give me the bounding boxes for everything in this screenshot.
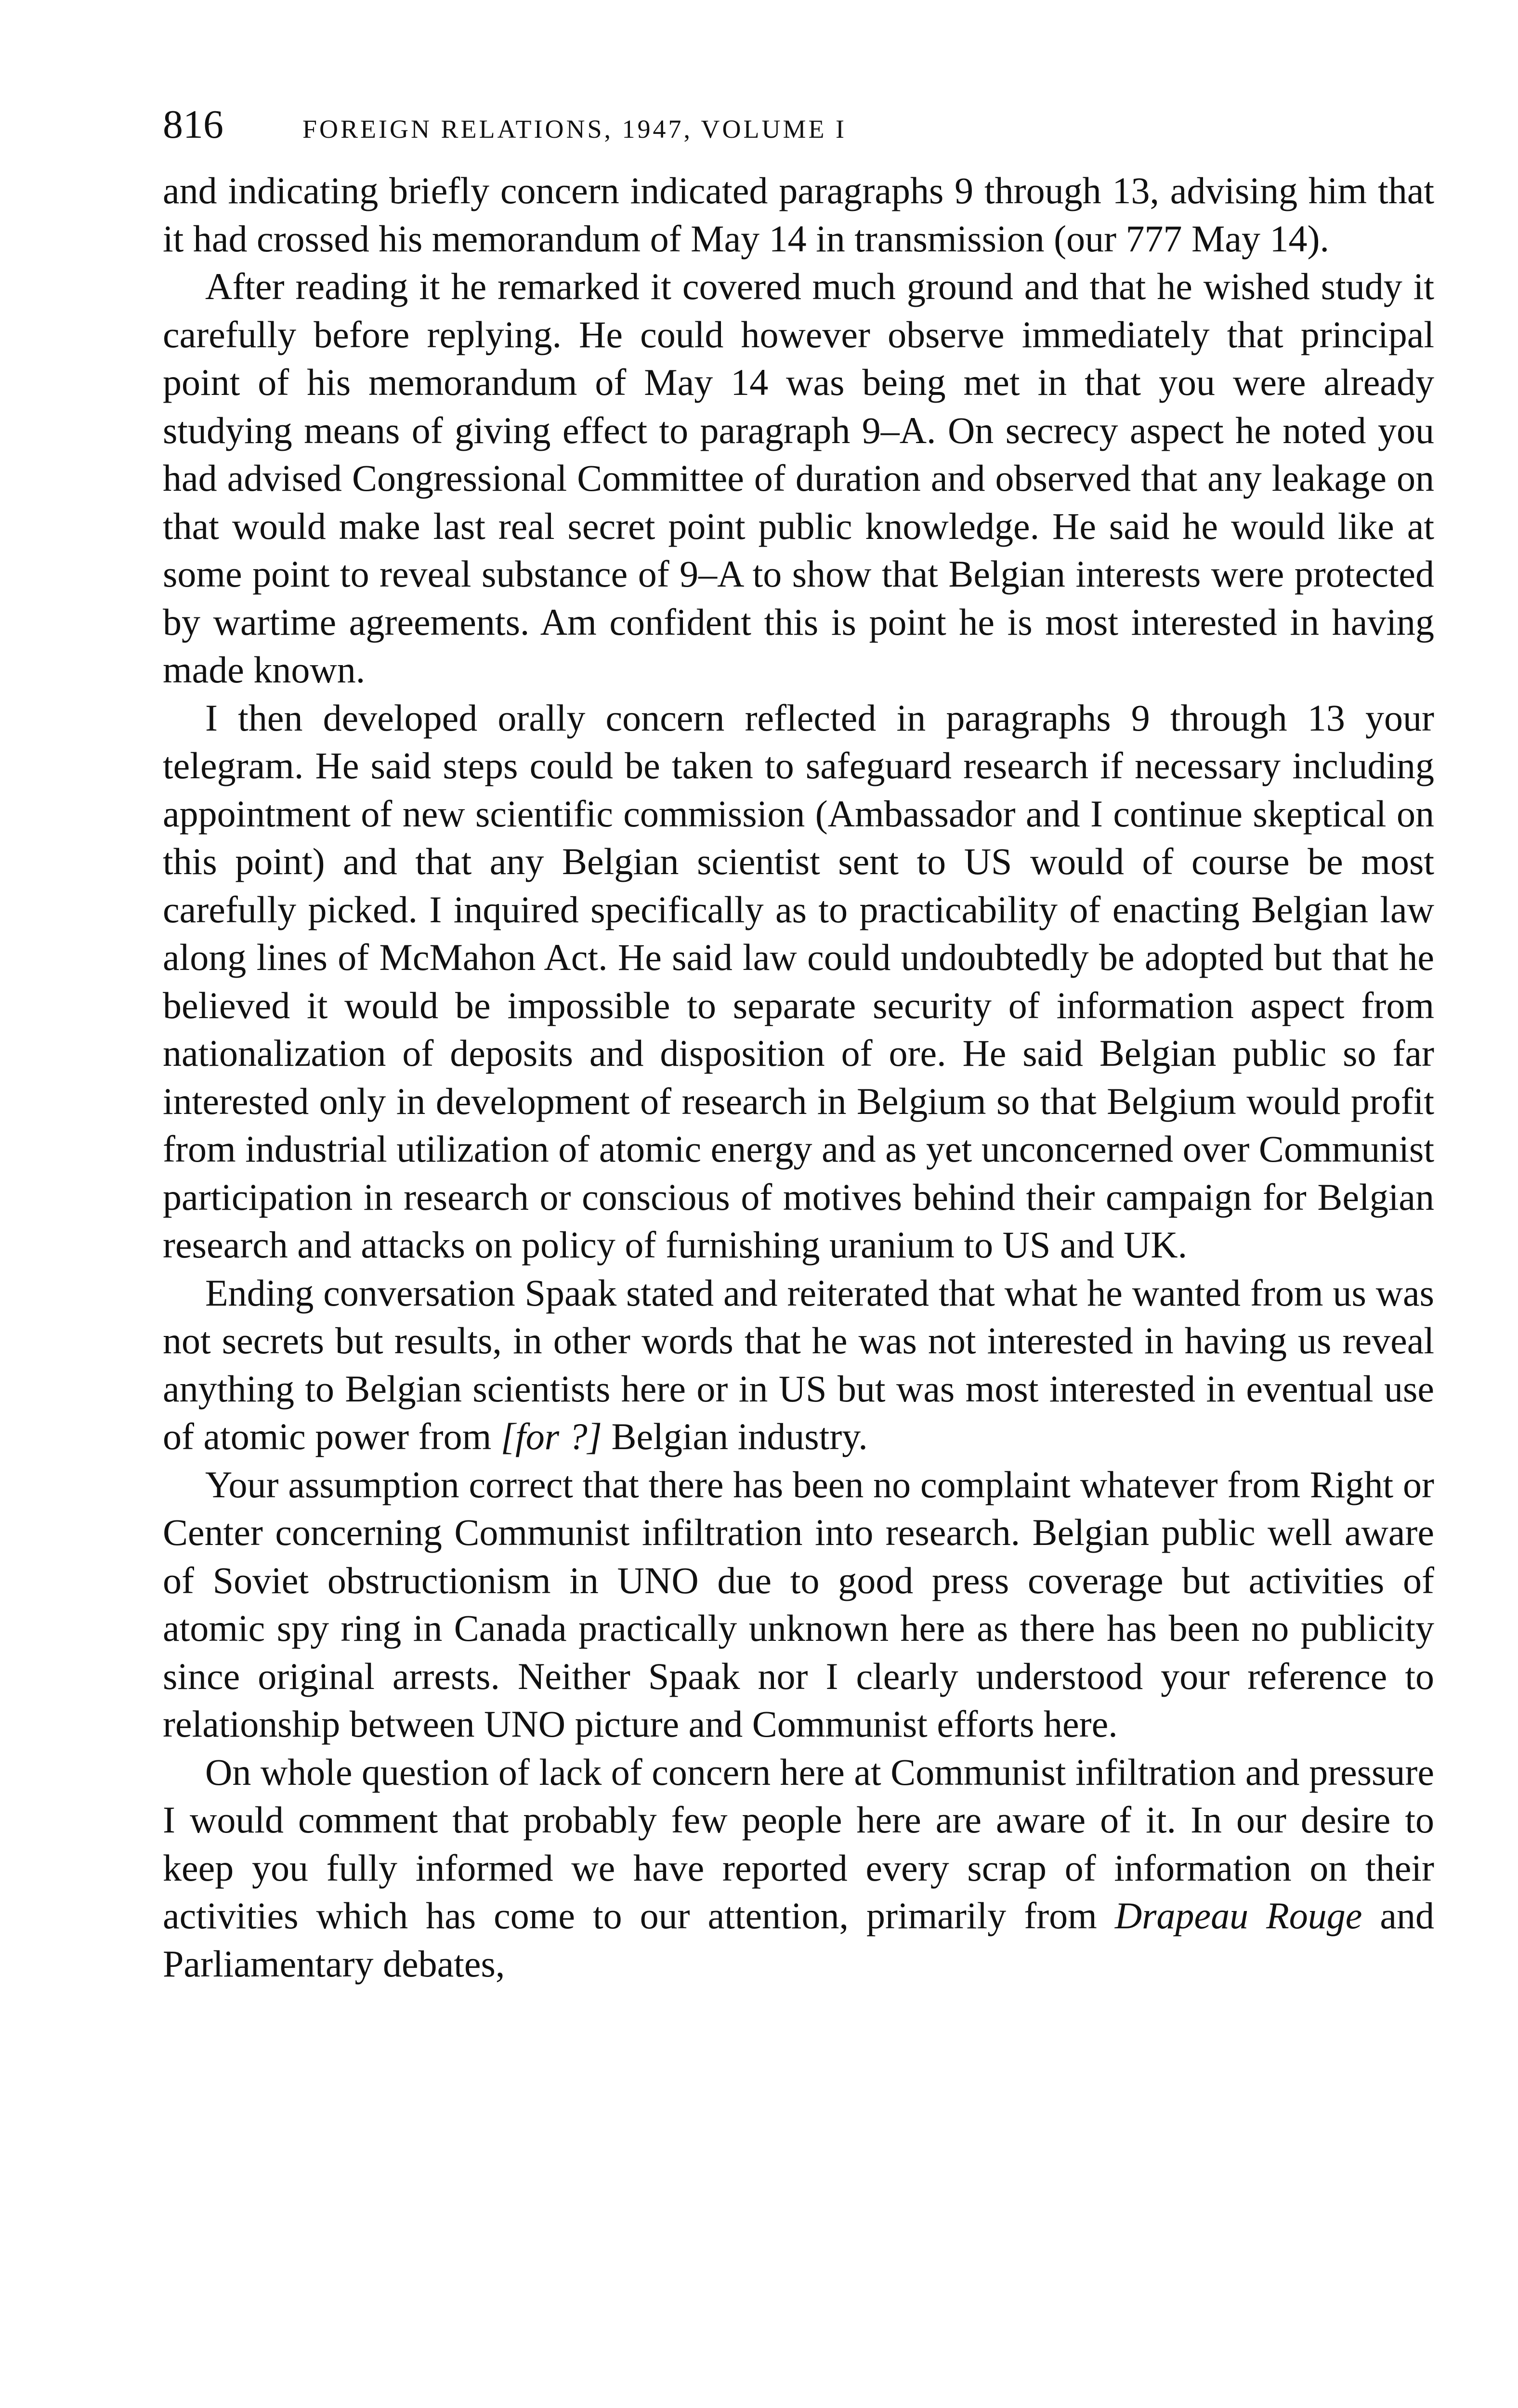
editorial-insertion: [for ?] <box>500 1415 602 1457</box>
paragraph-6-text: On whole question of lack of concern here at Communist infiltration and pressure I would comment that probably few people here are aware of it. In our desire to keep you fully informed we have reported every scrap of information on their activities which has come to our attention, primarily from <box>163 1751 1434 1937</box>
page-header <box>163 101 1434 159</box>
document-page <box>163 101 1434 1988</box>
page-number: 816 <box>163 102 223 147</box>
running-head: FOREIGN RELATIONS, 1947, VOLUME I <box>302 115 847 144</box>
paragraph-4 <box>163 1269 1434 1461</box>
paragraph-2: After reading it he remarked it covered much ground and that he wished study it carefully before replying. He could however observe immediately that principal point of his memorandum of May 14 was being met in that you were already studying means of giving effect to paragraph 9–A. On secrecy aspect he noted you had advised Congressional Committee of duration and observed that any leakage on that would make last real secret point public knowledge. He said he would like at some point to reveal substance of 9–A to show that Belgian interests were protected by wartime agreements. Am confident this is point he is most interested in having made known. <box>163 265 1434 691</box>
paragraph-6 <box>163 1748 1434 1988</box>
publication-title: Drapeau Rouge <box>1114 1895 1362 1937</box>
paragraph-5: Your assumption correct that there has been no complaint whatever from Right or Center concerning Communist infiltration into research. Belgian public well aware of Soviet obstructionism in UNO due to good press coverage but activities of atomic spy ring in Canada practically unknown here as there has been no publicity since original arrests. Neither Spaak nor I clearly understood your reference to relationship between UNO picture and Communist efforts here. <box>163 1463 1434 1745</box>
paragraph-1: and indicating briefly concern indicated paragraphs 9 through 13, advising him that it had crossed his memorandum of May 14 in transmission (our 777 May 14). <box>163 170 1434 260</box>
paragraph-6-tail: and Parliamentary debates, <box>163 1895 1434 1985</box>
paragraph-4-text: Ending conversation Spaak stated and reiterated that what he wanted from us was not secrets but results, in other words that he was not interested in having us reveal anything to Belgian scientists here or in US but was most interested in eventual use of atomic power from <box>163 1271 1434 1457</box>
paragraph-3: I then developed orally concern reflected in paragraphs 9 through 13 your telegram. He said steps could be taken to safeguard research if necessary including appointment of new scientific commission (Ambassador and I continue skeptical on this point) and that any Belgian scientist sent to US would of course be most carefully picked. I inquired specifically as to practicability of enacting Belgian law along lines of McMahon Act. He said law could undoubtedly be adopted but that he believed it would be impossible to separate security of information aspect from nationalization of deposits and disposition of ore. He said Belgian public so far interested only in development of research in Belgium so that Belgium would profit from industrial utilization of atomic energy and as yet unconcerned over Communist participation in research or conscious of motives behind their campaign for Belgian research and attacks on policy of furnishing uranium to US and UK. <box>163 696 1434 1266</box>
body-text <box>163 167 1434 1988</box>
paragraph-4-tail: Belgian industry. <box>602 1415 868 1457</box>
